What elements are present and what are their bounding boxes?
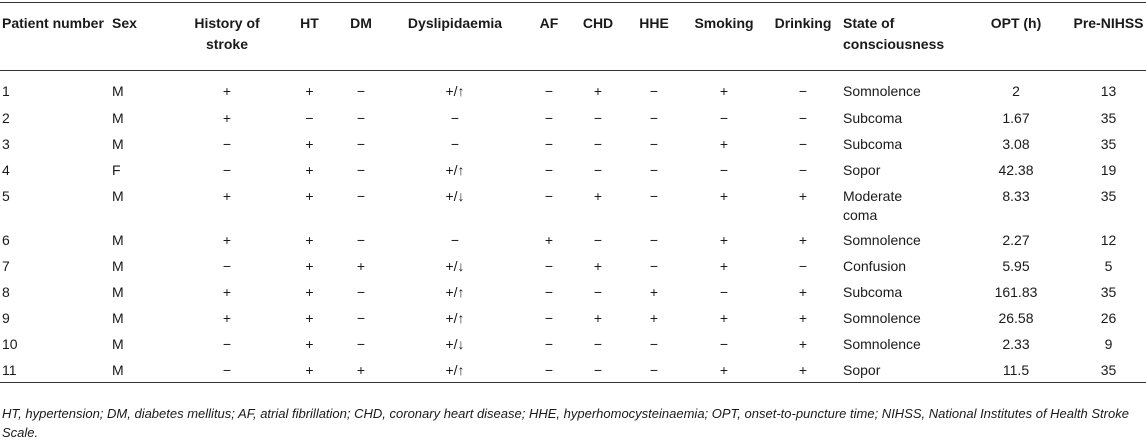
cell-pre-nihss: 9 (1104, 335, 1113, 352)
cell-dyslipidaemia: − (450, 231, 460, 248)
cell-history-of-stroke: − (222, 361, 232, 378)
cell-sex: F (112, 161, 121, 178)
cell-patient-number: 7 (2, 257, 10, 274)
cell-patient-number: 9 (2, 309, 10, 326)
cell-opt: 2.33 (1002, 335, 1030, 352)
cell-hhe: + (649, 309, 659, 326)
cell-sex: M (112, 83, 124, 99)
cell-sex: M (112, 309, 124, 326)
cell-ht: + (305, 361, 314, 378)
cell-ht: + (305, 335, 314, 352)
cell-dm: − (356, 109, 366, 126)
cell-opt: 42.38 (998, 161, 1034, 178)
cell-patient-number: 5 (2, 187, 10, 204)
table-row (0, 253, 1146, 279)
table-body (0, 71, 1146, 383)
cell-drinking: − (798, 109, 808, 126)
cell-chd: + (593, 83, 603, 99)
cell-history-of-stroke: + (222, 309, 232, 326)
table-row (0, 105, 1146, 131)
cell-smoking: + (719, 231, 729, 248)
cell-af: − (544, 335, 554, 352)
cell-dm: − (356, 309, 366, 326)
cell-af: − (544, 257, 554, 274)
table-row (0, 183, 1146, 227)
cell-hhe: + (649, 283, 659, 300)
cell-chd: + (593, 187, 603, 204)
cell-af: − (544, 161, 554, 178)
cell-dm: + (356, 361, 366, 378)
cell-pre-nihss: 35 (1100, 109, 1117, 126)
header-chd: CHD (582, 15, 614, 31)
cell-dyslipidaemia: +/↑ (445, 309, 465, 326)
cell-sex: M (112, 187, 124, 204)
cell-ht: + (305, 187, 314, 204)
cell-opt: 2.27 (1002, 231, 1030, 248)
cell-drinking: + (798, 231, 808, 248)
cell-state-of-consciousness: Subcoma (843, 109, 903, 126)
cell-chd: − (593, 361, 603, 378)
cell-hhe: − (649, 335, 659, 352)
cell-sex: M (112, 361, 124, 378)
header-smoking: Smoking (694, 15, 754, 31)
cell-drinking: + (798, 361, 808, 378)
cell-hhe: − (649, 161, 659, 178)
cell-chd: − (593, 335, 603, 352)
cell-drinking: + (798, 309, 808, 326)
header-patient-number: Patient number (2, 15, 104, 31)
cell-dm: − (356, 283, 366, 300)
cell-dm: − (356, 83, 366, 99)
cell-smoking: − (719, 161, 729, 178)
cell-opt: 1.67 (1002, 109, 1030, 126)
table-row (0, 279, 1146, 305)
header-sex: Sex (112, 15, 137, 31)
cell-opt: 3.08 (1002, 135, 1030, 152)
cell-state-of-consciousness: Subcoma (843, 283, 903, 300)
cell-pre-nihss: 13 (1100, 83, 1117, 99)
cell-pre-nihss: 26 (1100, 309, 1117, 326)
cell-drinking: − (798, 135, 808, 152)
cell-pre-nihss: 35 (1100, 135, 1117, 152)
table-row (0, 157, 1146, 183)
cell-history-of-stroke: + (222, 231, 232, 248)
cell-patient-number: 8 (2, 283, 10, 300)
cell-dyslipidaemia: +/↑ (445, 361, 465, 378)
cell-state-of-consciousness: Somnolence (843, 83, 921, 99)
cell-dm: − (356, 231, 366, 248)
cell-sex: M (112, 257, 124, 274)
cell-history-of-stroke: + (222, 83, 232, 99)
cell-dm: − (356, 135, 366, 152)
cell-patient-number: 4 (2, 161, 10, 178)
table-row (0, 305, 1146, 331)
cell-af: − (544, 135, 554, 152)
header-dm: DM (350, 15, 372, 31)
cell-sex: M (112, 335, 124, 352)
cell-dyslipidaemia: − (450, 135, 460, 152)
cell-dyslipidaemia: +/↑ (445, 283, 465, 300)
cell-state-of-consciousness: Sopor (843, 161, 881, 178)
cell-chd: − (593, 135, 603, 152)
cell-af: − (544, 109, 554, 126)
header-dyslipidaemia: Dyslipidaemia (407, 15, 503, 31)
cell-state-of-consciousness: Somnolence (843, 309, 921, 326)
cell-chd: + (593, 257, 603, 274)
table-row (0, 227, 1146, 253)
cell-ht: + (305, 135, 314, 152)
cell-history-of-stroke: − (222, 161, 232, 178)
header-history-of-stroke: History of stroke (194, 15, 260, 52)
cell-pre-nihss: 12 (1100, 231, 1117, 248)
header-pre-nihss: Pre-NIHSS (1073, 15, 1144, 31)
cell-patient-number: 2 (2, 109, 10, 126)
cell-smoking: + (719, 135, 729, 152)
table-row (0, 357, 1146, 383)
cell-dyslipidaemia: − (450, 109, 460, 126)
cell-patient-number: 10 (2, 335, 18, 352)
cell-chd: + (593, 309, 603, 326)
cell-ht: + (305, 257, 314, 274)
header-ht: HT (300, 15, 319, 31)
cell-sex: M (112, 231, 124, 248)
cell-hhe: − (649, 187, 659, 204)
cell-opt: 5.95 (1002, 257, 1030, 274)
cell-chd: − (593, 231, 603, 248)
cell-smoking: + (719, 257, 729, 274)
header-opt: OPT (h) (990, 15, 1042, 31)
cell-af: − (544, 361, 554, 378)
patient-table (0, 2, 1146, 383)
cell-smoking: − (719, 283, 729, 300)
cell-af: − (544, 309, 554, 326)
cell-dyslipidaemia: +/↑ (445, 83, 465, 99)
cell-smoking: + (719, 361, 729, 378)
cell-state-of-consciousness: Moderate coma (843, 187, 903, 223)
cell-opt: 161.83 (994, 283, 1038, 300)
cell-opt: 11.5 (1002, 361, 1030, 378)
table-row (0, 131, 1146, 157)
cell-hhe: − (649, 361, 659, 378)
cell-state-of-consciousness: Somnolence (843, 231, 921, 248)
cell-sex: M (112, 135, 124, 152)
cell-sex: M (112, 109, 124, 126)
cell-smoking: + (719, 83, 729, 99)
cell-state-of-consciousness: Subcoma (843, 135, 903, 152)
cell-chd: − (593, 283, 603, 300)
cell-chd: − (593, 161, 603, 178)
cell-af: − (544, 187, 554, 204)
cell-opt: 26.58 (998, 309, 1034, 326)
cell-drinking: − (798, 83, 808, 99)
cell-patient-number: 1 (2, 83, 10, 99)
cell-hhe: − (649, 109, 659, 126)
cell-opt: 2 (1012, 83, 1020, 99)
cell-state-of-consciousness: Confusion (843, 257, 907, 274)
cell-smoking: − (719, 109, 729, 126)
cell-chd: − (593, 109, 603, 126)
cell-dm: − (356, 187, 366, 204)
cell-dm: + (356, 257, 366, 274)
cell-ht: + (305, 83, 314, 99)
cell-af: + (544, 231, 554, 248)
cell-smoking: + (719, 187, 729, 204)
cell-dyslipidaemia: +/↓ (445, 187, 465, 204)
header-hhe: HHE (639, 15, 669, 31)
cell-history-of-stroke: − (222, 335, 232, 352)
cell-smoking: + (719, 309, 729, 326)
cell-drinking: + (798, 283, 808, 300)
cell-dyslipidaemia: +/↑ (445, 161, 465, 178)
cell-history-of-stroke: − (222, 257, 232, 274)
cell-hhe: − (649, 83, 659, 99)
cell-drinking: + (798, 335, 808, 352)
cell-history-of-stroke: + (222, 109, 232, 126)
header-af: AF (539, 15, 559, 31)
cell-af: − (544, 283, 554, 300)
cell-patient-number: 11 (2, 361, 17, 378)
cell-dyslipidaemia: +/↓ (445, 335, 465, 352)
cell-drinking: + (798, 187, 808, 204)
cell-ht: + (305, 161, 314, 178)
table-footnote: HT, hypertension; DM, diabetes mellitus; AF, atrial fibrillation; CHD, coronary heart disease; HHE, hyperhomocysteinaemia; OPT, onset-to-puncture time; NIHSS, National Institutes of Health Stroke Scale. (2, 406, 1129, 440)
cell-patient-number: 3 (2, 135, 10, 152)
cell-ht: + (305, 231, 314, 248)
cell-af: − (544, 83, 554, 99)
cell-sex: M (112, 283, 124, 300)
cell-hhe: − (649, 231, 659, 248)
cell-history-of-stroke: + (222, 187, 232, 204)
cell-opt: 8.33 (1002, 187, 1030, 204)
table-row (0, 71, 1146, 105)
cell-drinking: − (798, 257, 808, 274)
header-state-of-consciousness: State of consciousness (843, 15, 945, 52)
table-row (0, 331, 1146, 357)
cell-hhe: − (649, 135, 659, 152)
cell-dm: − (356, 161, 366, 178)
cell-state-of-consciousness: Sopor (843, 361, 881, 378)
cell-history-of-stroke: − (222, 135, 232, 152)
cell-history-of-stroke: + (222, 283, 232, 300)
cell-pre-nihss: 5 (1104, 257, 1113, 274)
cell-ht: − (305, 109, 314, 126)
cell-ht: + (305, 309, 314, 326)
cell-pre-nihss: 35 (1100, 187, 1117, 204)
cell-patient-number: 6 (2, 231, 10, 248)
cell-pre-nihss: 35 (1100, 361, 1117, 378)
header-drinking: Drinking (774, 15, 832, 31)
cell-dyslipidaemia: +/↓ (445, 257, 465, 274)
cell-smoking: − (719, 335, 729, 352)
cell-hhe: − (649, 257, 659, 274)
cell-pre-nihss: 19 (1100, 161, 1117, 178)
header-row (0, 3, 1146, 71)
cell-dm: − (356, 335, 366, 352)
cell-ht: + (305, 283, 314, 300)
cell-pre-nihss: 35 (1100, 283, 1117, 300)
cell-drinking: − (798, 161, 808, 178)
cell-state-of-consciousness: Somnolence (843, 335, 921, 352)
